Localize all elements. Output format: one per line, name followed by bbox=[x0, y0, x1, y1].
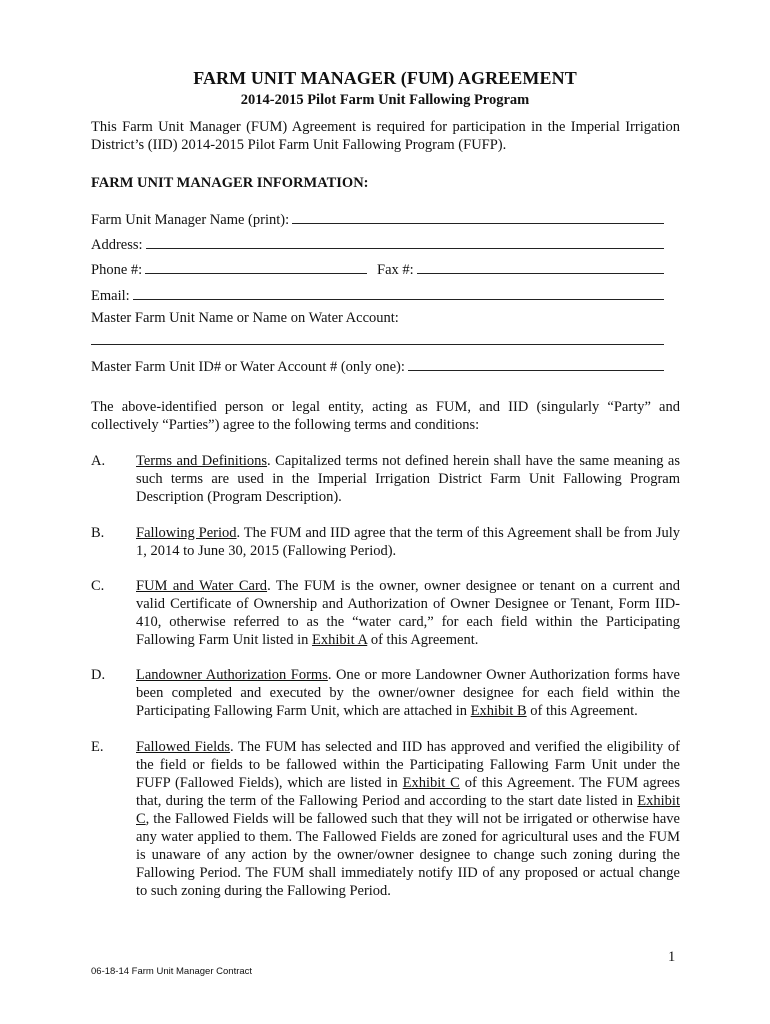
clause-e-body bbox=[136, 738, 680, 900]
info-heading: FARM UNIT MANAGER INFORMATION: bbox=[91, 175, 369, 191]
clause-e-exhibit-link-2[interactable]: Exhibit C bbox=[136, 793, 680, 827]
preamble-paragraph: The above-identified person or legal entity, acting as FUM, and IID (singularly “Party” and collectively “Parties”) agree to the following terms and conditions: bbox=[91, 399, 680, 433]
phone-input-line[interactable] bbox=[145, 258, 367, 274]
clause-b-heading: Fallowing Period bbox=[136, 525, 237, 541]
clause-e-text-end: , the Fallowed Fields will be fallowed such that they will not be irrigated or otherwise have any water applied to them. The Fallowed Fields are zoned for agricultural uses and the FUM is unaware of any action by the owner/owner designee to change such zoning during the Fallowing Period. The FUM shall immediately notify IID of any proposed or actual change to such zoning during the Fallowing Period. bbox=[136, 811, 680, 899]
fax-input-line[interactable] bbox=[417, 258, 664, 274]
intro-paragraph: This Farm Unit Manager (FUM) Agreement is required for participation in the Imperial Irrigation District’s (IID) 2014-2015 Pilot Farm Unit Fallowing Program (FUFP). bbox=[91, 119, 680, 153]
master-id-input-line[interactable] bbox=[408, 355, 664, 371]
email-input-line[interactable] bbox=[133, 284, 664, 300]
master-id-label: Master Farm Unit ID# or Water Account # (only one): bbox=[91, 359, 405, 375]
clause-d-letter: D. bbox=[91, 667, 106, 683]
clause-e-text-mid: of this Agreement. The FUM agrees that, during the term of the Fallowing Period and according to the start date listed in bbox=[136, 775, 680, 809]
clause-d-heading: Landowner Authorization Forms bbox=[136, 667, 328, 683]
clause-e-letter: E. bbox=[91, 739, 104, 755]
clause-a-letter: A. bbox=[91, 453, 106, 469]
clause-e-text: . The FUM has selected and IID has approved and verified the eligibility of the field or fields to be fallowed within the Participating Fallowing Farm Unit under the FUFP (Fallowed Fields), which are listed in bbox=[136, 739, 680, 791]
clause-d-exhibit-link[interactable]: Exhibit B bbox=[470, 703, 527, 719]
manager-name-field bbox=[91, 208, 664, 228]
email-field bbox=[91, 284, 664, 304]
page-number: 1 bbox=[668, 949, 676, 965]
phone-field bbox=[91, 258, 367, 278]
phone-label: Phone #: bbox=[91, 262, 143, 278]
clause-a-body bbox=[136, 452, 680, 506]
address-label: Address: bbox=[91, 237, 143, 253]
clause-b-body bbox=[136, 524, 680, 560]
clause-c-text-end: of this Agreement. bbox=[367, 632, 479, 648]
fax-label: Fax #: bbox=[377, 262, 414, 278]
clause-c-text: . The FUM is the owner, owner designee or tenant on a current and valid Certificate of Ownership and Authorization of Owner Designee or Tenant, Form IID-410, otherwise referred to as the “water card,” for each field within the Participating Fallowing Farm Unit listed in bbox=[136, 578, 681, 648]
master-name-field bbox=[91, 310, 664, 330]
clause-b-text: . The FUM and IID agree that the term of this Agreement shall be from July 1, 2014 to June 30, 2015 (Fallowing Period). bbox=[136, 525, 680, 559]
address-field bbox=[91, 233, 664, 253]
email-label: Email: bbox=[91, 288, 130, 304]
clause-c-heading: FUM and Water Card bbox=[136, 578, 268, 594]
document-title: FARM UNIT MANAGER (FUM) AGREEMENT bbox=[193, 68, 577, 88]
manager-name-input-line[interactable] bbox=[292, 208, 664, 224]
clause-d-text-end: of this Agreement. bbox=[526, 703, 638, 719]
clause-e-exhibit-link[interactable]: Exhibit C bbox=[402, 775, 460, 791]
clause-c-letter: C. bbox=[91, 578, 105, 594]
clause-b-letter: B. bbox=[91, 525, 105, 541]
clause-c-body bbox=[136, 577, 680, 649]
footer-text: 06-18-14 Farm Unit Manager Contract bbox=[91, 966, 253, 977]
clause-a-heading: Terms and Definitions bbox=[136, 453, 268, 469]
clause-d-body bbox=[136, 666, 680, 720]
clause-e-heading: Fallowed Fields bbox=[136, 739, 231, 755]
manager-name-label: Farm Unit Manager Name (print): bbox=[91, 212, 290, 228]
clause-d-text: . One or more Landowner Owner Authorization forms have been completed and executed by the owner/owner designee for each field within the Participating Fallowing Farm Unit, which are attached in bbox=[136, 667, 680, 719]
address-input-line[interactable] bbox=[146, 233, 664, 249]
master-id-field bbox=[91, 355, 664, 375]
master-name-input-line[interactable] bbox=[91, 343, 664, 345]
master-name-label: Master Farm Unit Name or Name on Water Account: bbox=[91, 310, 399, 326]
fax-field bbox=[377, 258, 664, 278]
clause-c-exhibit-link[interactable]: Exhibit A bbox=[312, 632, 368, 648]
document-subtitle: 2014-2015 Pilot Farm Unit Fallowing Program bbox=[240, 92, 530, 108]
clause-a-text: . Capitalized terms not defined herein shall have the same meaning as such terms are used in the Imperial Irrigation District Farm Unit Fallowing Program Description (Program Description). bbox=[136, 453, 680, 505]
